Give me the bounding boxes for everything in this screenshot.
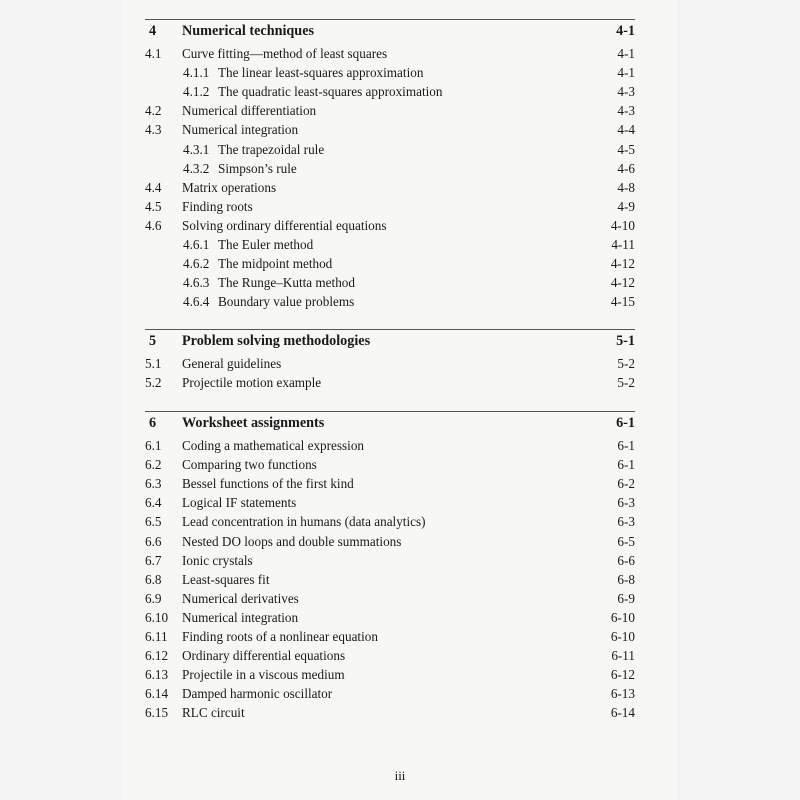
entry-page: 6-1 xyxy=(617,457,635,473)
entry-number: 6.8 xyxy=(145,571,162,587)
entry-title: The quadratic least-squares approximation xyxy=(218,84,443,100)
entry-number: 5.1 xyxy=(145,356,162,371)
section-entry xyxy=(145,436,635,455)
section-entry xyxy=(145,627,635,646)
entry-page: 6-2 xyxy=(617,476,635,492)
chapter-number: 5 xyxy=(149,333,157,349)
chapter-rule xyxy=(145,19,635,20)
subsection-entry xyxy=(145,82,635,101)
section-entry xyxy=(145,551,635,570)
entry-number: 6.10 xyxy=(145,609,169,625)
entry-number: 6.15 xyxy=(145,705,169,721)
chapter-number: 6 xyxy=(149,415,157,431)
entry-title: The linear least-squares approximation xyxy=(218,65,424,81)
entry-title: Finding roots of a nonlinear equation xyxy=(182,629,378,644)
entry-page: 6-13 xyxy=(610,686,635,702)
entry-title: Projectile motion example xyxy=(182,375,322,391)
section-entry xyxy=(145,703,635,722)
entry-page: 5-2 xyxy=(617,375,635,391)
section-entry xyxy=(145,646,635,665)
chapter-page: 5-1 xyxy=(616,333,635,349)
entry-page: 6-5 xyxy=(617,533,635,549)
entry-number: 4.3 xyxy=(145,122,162,138)
entry-page: 6-10 xyxy=(610,609,635,625)
entry-page: 5-2 xyxy=(617,356,635,371)
entry-title: RLC circuit xyxy=(182,705,245,721)
entry-page: 4-1 xyxy=(617,46,635,61)
section-entry xyxy=(145,101,635,120)
chapter-page: 4-1 xyxy=(616,23,635,39)
section-entry xyxy=(145,178,635,197)
entry-title: Numerical integration xyxy=(182,122,299,138)
entry-number: 6.2 xyxy=(145,457,162,473)
entry-title: Boundary value problems xyxy=(218,294,355,310)
entry-page: 4-1 xyxy=(617,65,635,81)
entry-number: 4.1 xyxy=(145,46,162,61)
entry-number: 6.14 xyxy=(145,686,169,702)
subsection-entry xyxy=(145,159,635,178)
entry-title: Comparing two functions xyxy=(182,457,317,473)
entry-title: Solving ordinary differential equations xyxy=(182,217,387,233)
section-entry xyxy=(145,512,635,531)
entry-page: 6-10 xyxy=(610,629,635,644)
entry-page: 6-6 xyxy=(617,552,635,568)
entry-number: 4.5 xyxy=(145,198,162,214)
subsection-entry xyxy=(145,63,635,82)
subsection-entry xyxy=(145,235,635,254)
entry-page: 4-12 xyxy=(610,275,635,291)
entry-title: Coding a mathematical expression xyxy=(182,438,365,453)
entry-number: 4.6.3 xyxy=(183,275,210,291)
entry-page: 6-12 xyxy=(610,667,635,683)
section-entry xyxy=(145,493,635,512)
section-entry xyxy=(145,216,635,235)
section-entry xyxy=(145,373,635,392)
entry-number: 5.2 xyxy=(145,375,162,391)
chapter-heading xyxy=(145,331,635,352)
entry-title: Least-squares fit xyxy=(182,571,270,587)
subsection-entry xyxy=(145,254,635,273)
entry-page: 6-9 xyxy=(617,590,635,606)
chapter-rule xyxy=(145,329,635,330)
chapter-title: Problem solving methodologies xyxy=(182,333,371,349)
entry-title: Finding roots xyxy=(182,198,253,214)
chapter-title: Numerical techniques xyxy=(182,23,315,39)
section-entry xyxy=(145,44,635,63)
entry-title: Lead concentration in humans (data analytics) xyxy=(182,514,426,530)
entry-title: The Euler method xyxy=(218,237,314,252)
section-entry xyxy=(145,532,635,551)
entry-number: 6.1 xyxy=(145,438,162,453)
entry-title: Projectile in a viscous medium xyxy=(182,667,345,683)
chapter-rule xyxy=(145,411,635,412)
section-entry xyxy=(145,120,635,139)
entry-page: 4-15 xyxy=(610,294,635,310)
chapter-title: Worksheet assignments xyxy=(182,415,325,431)
entry-page: 4-5 xyxy=(617,141,635,157)
entry-number: 4.6 xyxy=(145,217,162,233)
entry-number: 6.12 xyxy=(145,648,169,664)
entry-number: 4.6.2 xyxy=(183,256,210,272)
entry-number: 4.6.1 xyxy=(183,237,210,252)
entry-title: Bessel functions of the first kind xyxy=(182,476,354,492)
chapter-page: 6-1 xyxy=(616,415,635,431)
entry-page: 4-3 xyxy=(617,84,635,100)
section-entry xyxy=(145,684,635,703)
entry-number: 6.5 xyxy=(145,514,162,530)
entry-number: 4.2 xyxy=(145,103,162,119)
entry-number: 4.1.2 xyxy=(183,84,210,100)
entry-title: Ordinary differential equations xyxy=(182,648,346,664)
chapter-heading xyxy=(145,413,635,434)
chapter-number: 4 xyxy=(149,23,157,39)
entry-page: 4-10 xyxy=(610,217,635,233)
entry-page: 6-14 xyxy=(610,705,635,721)
entry-title: The trapezoidal rule xyxy=(218,141,325,157)
entry-number: 4.3.2 xyxy=(183,160,210,176)
entry-title: Nested DO loops and double summations xyxy=(182,533,402,549)
entry-number: 4.4 xyxy=(145,179,162,195)
entry-page: 6-8 xyxy=(617,571,635,587)
entry-title: The midpoint method xyxy=(218,256,333,272)
section-entry xyxy=(145,608,635,627)
entry-page: 4-6 xyxy=(617,160,635,176)
entry-page: 6-3 xyxy=(617,495,635,511)
entry-number: 6.11 xyxy=(145,629,168,644)
entry-page: 4-9 xyxy=(617,198,635,214)
entry-title: Ionic crystals xyxy=(182,552,253,568)
entry-title: Damped harmonic oscillator xyxy=(182,686,333,702)
entry-title: Logical IF statements xyxy=(182,495,297,511)
entry-page: 4-8 xyxy=(617,179,635,195)
entry-number: 6.4 xyxy=(145,495,162,511)
section-entry xyxy=(145,197,635,216)
entry-number: 6.9 xyxy=(145,590,162,606)
subsection-entry xyxy=(145,273,635,292)
entry-page: 4-12 xyxy=(610,256,635,272)
subsection-entry xyxy=(145,292,635,311)
entry-page: 4-11 xyxy=(611,237,635,252)
section-entry xyxy=(145,570,635,589)
section-entry xyxy=(145,474,635,493)
section-entry xyxy=(145,455,635,474)
entry-title: Simpson’s rule xyxy=(218,160,297,176)
entry-page: 4-4 xyxy=(617,122,635,138)
entry-title: Numerical integration xyxy=(182,609,299,625)
section-entry xyxy=(145,589,635,608)
entry-title: Matrix operations xyxy=(182,179,277,195)
section-entry xyxy=(145,665,635,684)
entry-number: 4.3.1 xyxy=(183,141,210,157)
entry-number: 4.6.4 xyxy=(183,294,210,310)
entry-number: 6.6 xyxy=(145,533,162,549)
entry-page: 6-11 xyxy=(611,648,635,664)
entry-number: 4.1.1 xyxy=(183,65,210,81)
entry-title: Curve fitting—method of least squares xyxy=(182,46,388,61)
entry-title: The Runge–Kutta method xyxy=(218,275,355,291)
entry-title: General guidelines xyxy=(182,356,282,371)
subsection-entry xyxy=(145,140,635,159)
section-entry xyxy=(145,354,635,373)
entry-title: Numerical derivatives xyxy=(182,590,299,606)
entry-page: 4-3 xyxy=(617,103,635,119)
entry-number: 6.3 xyxy=(145,476,162,492)
entry-page: 6-1 xyxy=(617,438,635,453)
chapter-heading xyxy=(145,21,635,42)
entry-title: Numerical differentiation xyxy=(182,103,317,119)
entry-page: 6-3 xyxy=(617,514,635,530)
page-folio: iii xyxy=(394,768,406,783)
entry-number: 6.7 xyxy=(145,552,162,568)
entry-number: 6.13 xyxy=(145,667,169,683)
